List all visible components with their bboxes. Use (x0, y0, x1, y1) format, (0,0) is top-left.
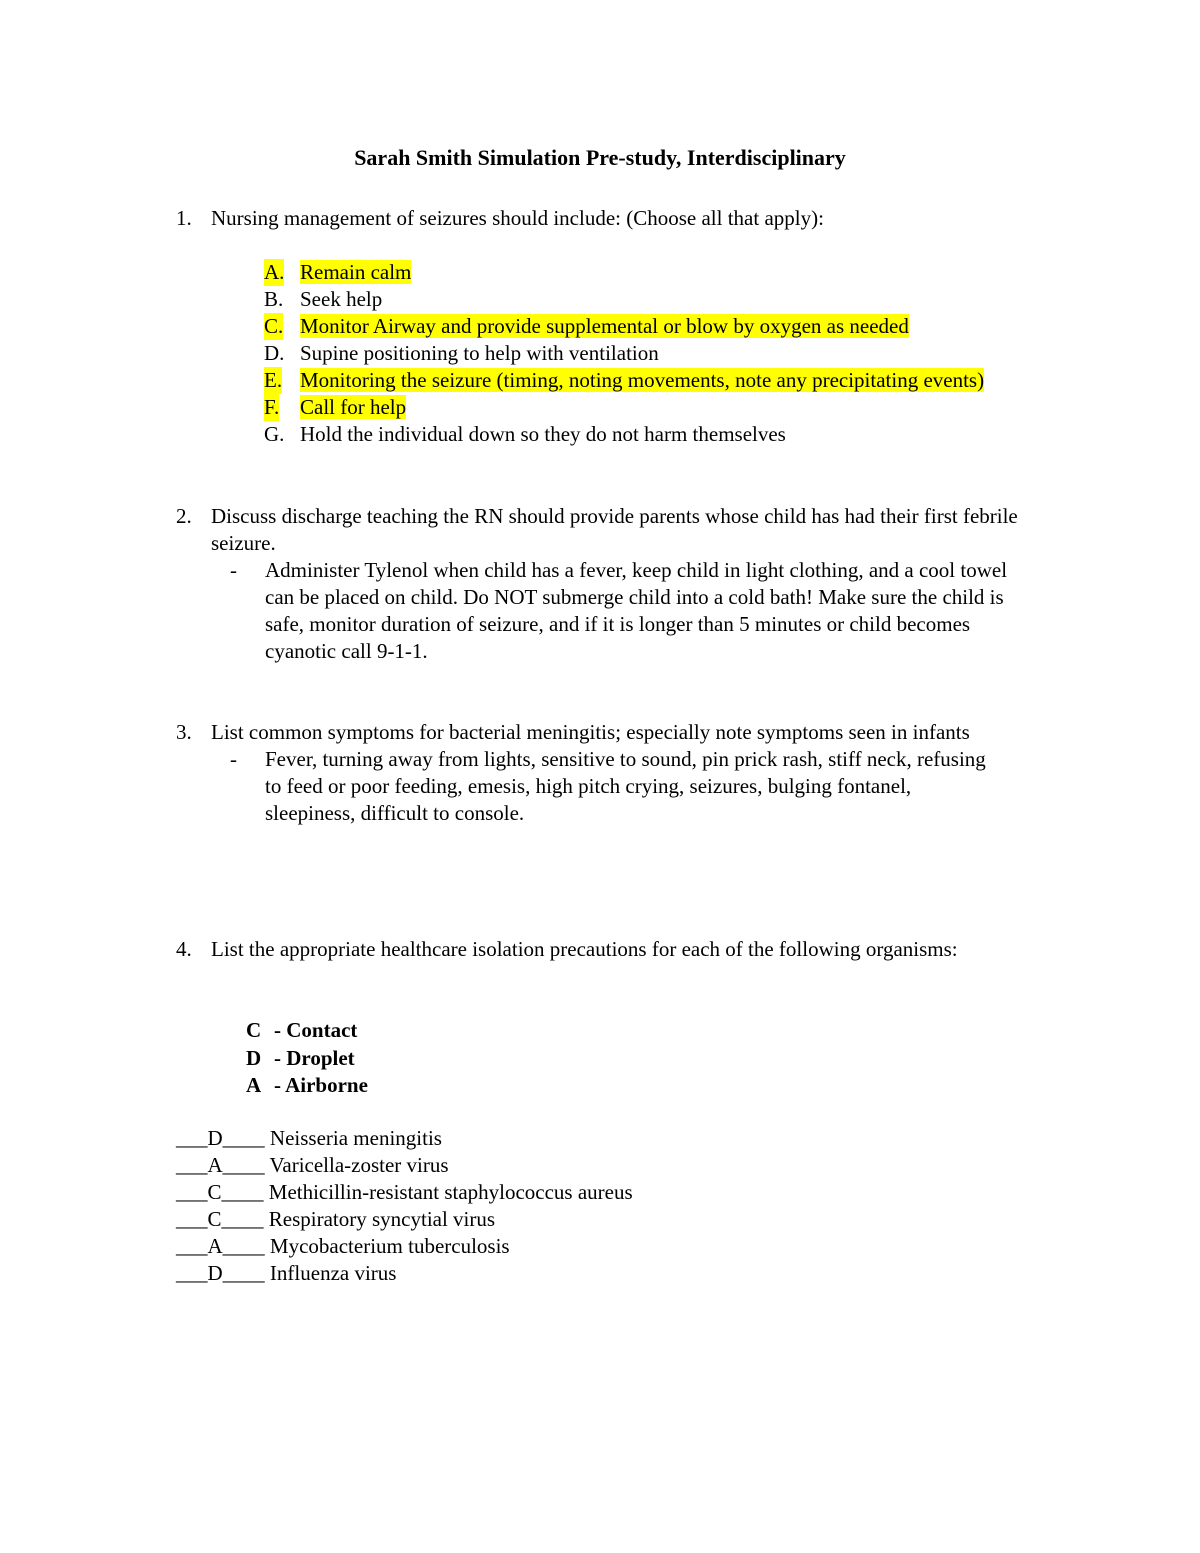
option-text: Supine positioning to help with ventilation (300, 341, 659, 365)
question-text: List the appropriate healthcare isolation precautions for each of the following organisms: (211, 937, 958, 961)
option-letter: D. (264, 341, 285, 365)
organism-name: Mycobacterium tuberculosis (269, 1234, 510, 1258)
list-item (176, 1206, 633, 1233)
legend-item-contact (246, 1017, 368, 1045)
option-g (264, 421, 1024, 448)
legend-code: D (246, 1045, 262, 1070)
option-a (264, 259, 1024, 286)
option-f (264, 394, 1024, 421)
option-letter: G. (264, 422, 285, 446)
list-item (176, 1125, 633, 1152)
legend-code: A (246, 1073, 262, 1097)
organism-matching-list (176, 1125, 633, 1287)
precaution-legend (246, 1017, 368, 1100)
question-3 (176, 719, 1036, 827)
option-letter: E. (264, 368, 283, 392)
question-1-options (264, 259, 1024, 448)
option-text: Hold the individual down so they do not harm themselves (300, 422, 786, 446)
option-text: Monitor Airway and provide supplemental or blow by oxygen as needed (300, 314, 909, 338)
organism-name: Methicillin-resistant staphylococcus aureus (268, 1180, 633, 1204)
option-letter: C. (264, 314, 284, 338)
answer-blank: ___A____ (176, 1153, 265, 1177)
question-number: 2. (176, 504, 192, 528)
answer (230, 557, 1025, 665)
list-item (176, 1260, 633, 1287)
answer-blank: ___C____ (176, 1180, 264, 1204)
answer-dash: - (230, 558, 237, 582)
legend-item-droplet (246, 1045, 368, 1073)
page-title: Sarah Smith Simulation Pre-study, Interdisciplinary (354, 145, 846, 170)
option-text: Remain calm (300, 260, 412, 284)
answer-dash: - (230, 747, 237, 771)
option-e (264, 367, 1024, 394)
legend-label: - Droplet (274, 1045, 355, 1070)
question-text: List common symptoms for bacterial meningitis; especially note symptoms seen in infants (211, 720, 970, 744)
answer-text: Administer Tylenol when child has a fever, keep child in light clothing, and a cool towel can be placed on child. Do NOT submerge child into a cold bath! Make sure the child is safe, monitor duration of seizure, and if it is longer than 5 minutes or child becomes cyanotic call 9-1-1. (265, 558, 1008, 663)
legend-label: - Airborne (274, 1073, 368, 1097)
option-b (264, 286, 1024, 313)
list-item (176, 1152, 633, 1179)
answer-blank: ___D____ (176, 1261, 265, 1285)
answer-blank: ___D____ (176, 1126, 265, 1150)
question-number: 1. (176, 206, 192, 230)
option-letter: F. (264, 395, 280, 419)
question-number: 3. (176, 720, 192, 744)
legend-code: C (246, 1018, 262, 1042)
option-letter: A. (264, 260, 285, 284)
answer-text: Fever, turning away from lights, sensitive to sound, pin prick rash, stiff neck, refusing to feed or poor feeding, emesis, high pitch crying, seizures, bulging fontanel, sleepiness, difficult to console. (265, 747, 986, 825)
option-letter: B. (264, 287, 284, 311)
organism-name: Varicella-zoster virus (269, 1153, 449, 1177)
question-4 (176, 936, 1036, 963)
answer (230, 746, 1005, 827)
list-item (176, 1233, 633, 1260)
question-text: Discuss discharge teaching the RN should provide parents whose child has had their first febrile seizure. (211, 504, 1018, 555)
list-item (176, 1179, 633, 1206)
legend-item-airborne (246, 1072, 368, 1100)
legend-label: - Contact (274, 1018, 358, 1042)
organism-name: Influenza virus (269, 1261, 397, 1285)
option-c (264, 313, 1024, 340)
question-2 (176, 503, 1036, 665)
organism-name: Respiratory syncytial virus (268, 1207, 496, 1231)
question-number: 4. (176, 937, 192, 961)
option-text: Monitoring the seizure (timing, noting movements, note any precipitating events) (300, 368, 985, 392)
organism-name: Neisseria meningitis (269, 1126, 442, 1150)
option-text: Seek help (300, 287, 383, 311)
answer-blank: ___C____ (176, 1207, 264, 1231)
question-text: Nursing management of seizures should include: (Choose all that apply): (211, 206, 824, 230)
answer-blank: ___A____ (176, 1234, 265, 1258)
question-1 (176, 205, 1036, 232)
option-text: Call for help (300, 395, 407, 419)
option-d (264, 340, 1024, 367)
